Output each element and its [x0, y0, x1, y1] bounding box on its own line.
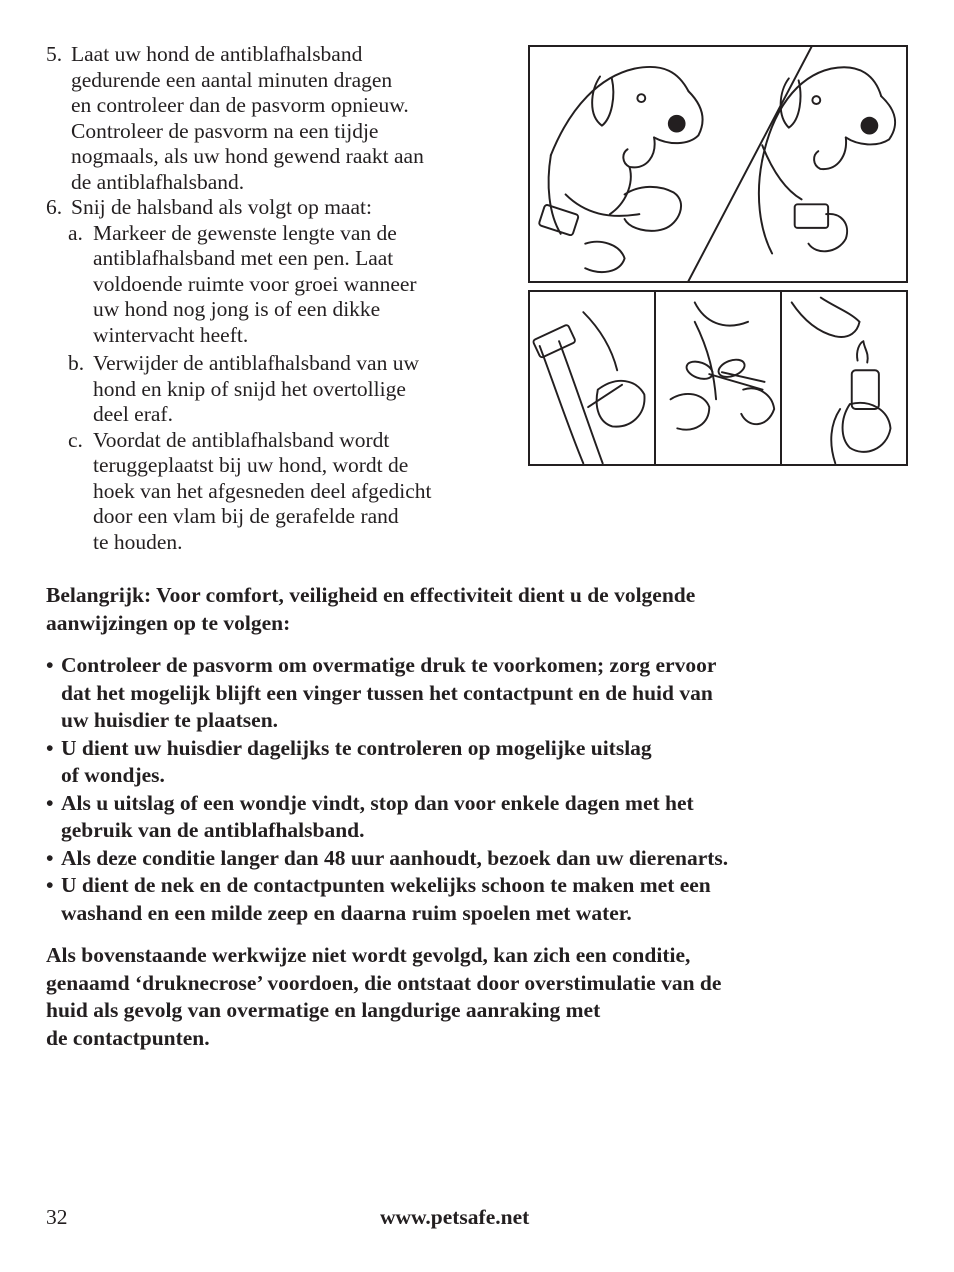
step-number: 5. [46, 42, 63, 66]
step-6c [46, 428, 516, 556]
list-item: • Controleer de pasvorm om overmatige druk te voorkomen; zorg ervoor dat het mogelijk blijft een vinger tussen het contactpunt en de huid van uw huisdier te plaatsen. [46, 653, 717, 732]
text-line: voldoende ruimte voor groei wanneer [93, 271, 417, 296]
seal-collar-flame-illustration [780, 290, 908, 466]
bullet-icon: • [46, 790, 54, 815]
bullet-icon: • [46, 735, 54, 760]
text-line: Verwijder de antiblafhalsband van uw [93, 351, 419, 375]
website-url: www.petsafe.net [380, 1205, 530, 1229]
important-bullet-list [46, 652, 916, 927]
bullet-icon: • [46, 653, 54, 677]
text-line: Snij de halsband als volgt op maat: [71, 195, 372, 219]
text-line: Laat uw hond de antiblafhalsband [71, 42, 363, 66]
bullet-icon: • [46, 845, 54, 870]
illustrations [528, 45, 908, 466]
text-line: door een vlam bij de gerafelde rand [93, 504, 399, 528]
list-item: • U dient uw huisdier dagelijks te controleren op mogelijke uitslag of wondjes. [46, 735, 652, 787]
text-line: de antiblafhalsband. [71, 169, 245, 194]
panel-divider [689, 47, 812, 281]
important-notice [46, 582, 916, 1052]
text-line: hoek van het afgesneden deel afgedicht [93, 478, 432, 503]
mark-collar-illustration [528, 290, 656, 466]
text-line: en controleer dan de pasvorm opnieuw. [71, 93, 409, 117]
text-line: te houden. [93, 529, 183, 554]
page-number: 32 [46, 1205, 68, 1229]
text-line: uw hond nog jong is of een dikke [93, 297, 381, 321]
substep-letter: a. [68, 220, 83, 245]
cut-collar-illustration [654, 290, 782, 466]
text-line: Voordat de antiblafhalsband wordt [93, 427, 390, 452]
step-6 [46, 195, 516, 221]
list-item: • Als u uitslag of een wondje vindt, stop dan voor enkele dagen met het gebruik van de antiblafhalsband. [46, 790, 694, 842]
step-number: 6. [46, 195, 63, 219]
step-6b [46, 351, 516, 428]
text-line: antiblafhalsband met een pen. Laat [93, 246, 394, 270]
list-item: • U dient de nek en de contactpunten wekelijks schoon te maken met een washand en een milde zeep en daarna ruim spoelen met water. [46, 873, 711, 925]
step-5 [46, 42, 516, 195]
text-line: Markeer de gewenste lengte van de [93, 220, 397, 245]
pressure-necrosis-warning: Als bovenstaande werkwijze niet wordt gevolgd, kan zich een conditie, genaamd ‘druknecrose’ voordoen, die ontstaat door overstimulatie van de huid als gevolg van overmatige en langdurige aanraking met de contactpunten. [46, 943, 722, 1050]
text-line: teruggeplaatst bij uw hond, wordt de [93, 453, 409, 477]
text-line: hond en knip of snijd het overtollige [93, 376, 406, 401]
text-line: nogmaals, als uw hond gewend raakt aan [71, 144, 424, 168]
bullet-icon: • [46, 873, 54, 897]
text-line: gedurende een aantal minuten dragen [71, 67, 393, 92]
dog-collar-fitting-illustration [528, 45, 908, 283]
important-intro: Belangrijk: Voor comfort, veiligheid en effectiviteit dient u de volgende aanwijzingen op te volgen: [46, 583, 696, 635]
text-line: Controleer de pasvorm na een tijdje [71, 118, 379, 143]
step-6a [46, 221, 516, 349]
instruction-steps [46, 42, 516, 555]
text-line: wintervacht heeft. [93, 322, 249, 347]
text-line: deel eraf. [93, 402, 173, 426]
substep-letter: b. [68, 351, 85, 375]
list-item: • Als deze conditie langer dan 48 uur aanhoudt, bezoek dan uw dierenarts. [46, 845, 916, 873]
substep-letter: c. [68, 427, 83, 452]
